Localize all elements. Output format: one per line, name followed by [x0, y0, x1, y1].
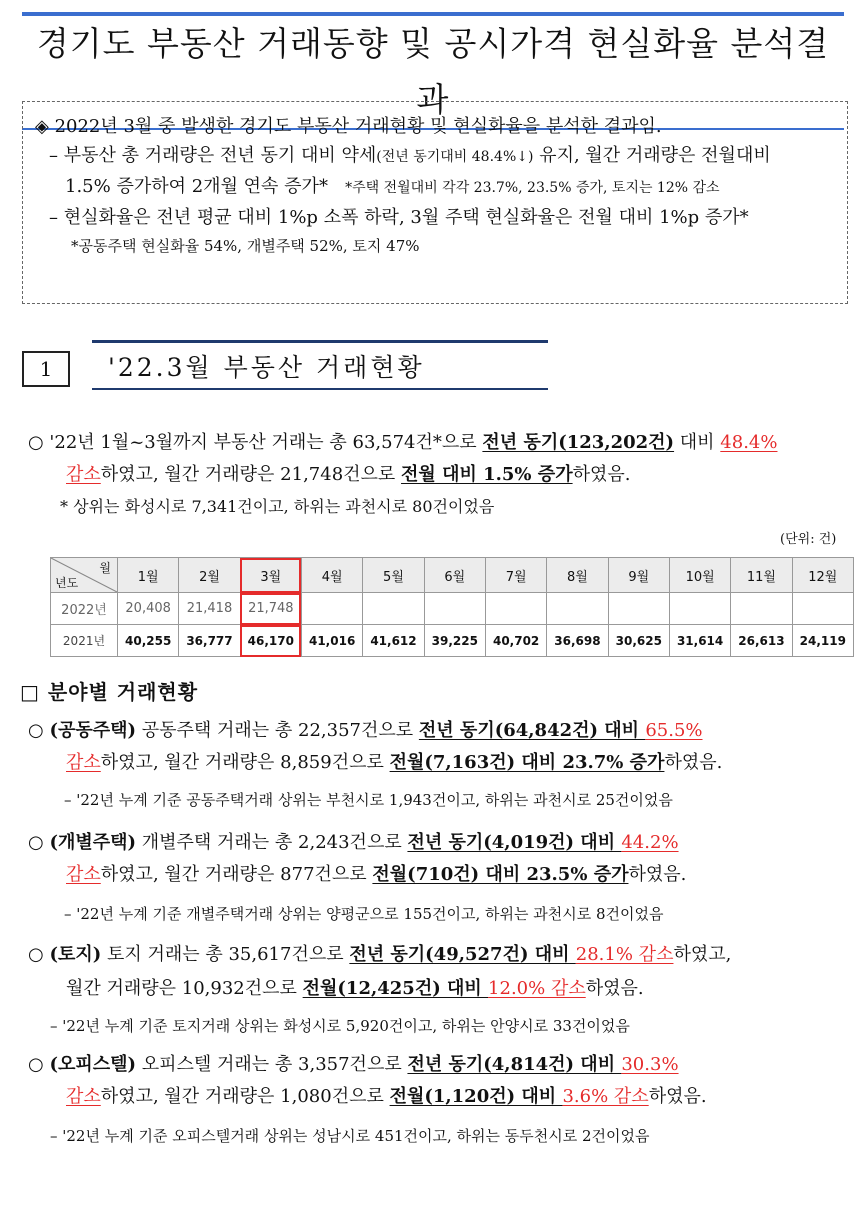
summary-line-2	[35, 172, 841, 203]
table-cell: 24,119	[792, 625, 853, 657]
circle-bullet: ○	[28, 832, 50, 853]
section-number-box: 1	[22, 351, 70, 387]
table-cell: 41,612	[363, 625, 424, 657]
month-header: 4월	[301, 558, 362, 593]
house-rank-note: – '22년 누계 기준 개별주택거래 상위는 양평군으로 155건이고, 하위는 과천시로 8건이었음	[64, 905, 664, 923]
circle-bullet: ○	[28, 1054, 50, 1075]
land-text: 하였고,	[673, 944, 732, 965]
sector-heading: □ 분야별 거래현황	[20, 680, 199, 704]
overview-line-1	[28, 428, 856, 458]
summary-box	[22, 101, 848, 304]
table-cell: 26,613	[731, 625, 792, 657]
diamond-bullet-icon: ◈	[35, 116, 49, 137]
table-cell: 20,408	[118, 593, 179, 625]
house-text: 하였음.	[628, 864, 687, 885]
house-text: 개별주택 거래는 총 2,243건으로	[136, 832, 408, 853]
section-title: '22.3월 부동산 거래현황	[108, 353, 425, 382]
month-header: 6월	[424, 558, 485, 593]
month-header: 10월	[669, 558, 730, 593]
overview-text: 하였고, 월간 거래량은 21,748건으로	[100, 464, 402, 485]
officetel-line-2	[66, 1082, 856, 1112]
table-cell	[485, 593, 546, 625]
land-text: 월간 거래량은 10,932건으로	[66, 978, 303, 999]
apt-line-1	[28, 716, 856, 746]
summary-line1-note: (전년 동기대비 48.4%↓)	[376, 149, 534, 165]
overview-prev-year: 전년 동기(123,202건)	[482, 432, 675, 453]
summary-line1-tail: 유지, 월간 거래량은 전월대비	[533, 145, 771, 166]
table-header-row	[51, 558, 854, 593]
table-cell: 40,702	[485, 625, 546, 657]
month-header: 3월	[240, 558, 301, 593]
circle-bullet: ○	[28, 720, 50, 741]
overview-decrease: 감소	[66, 464, 101, 485]
table-cell: 39,225	[424, 625, 485, 657]
corner-month-label: 월	[99, 561, 111, 575]
monthly-transaction-table	[50, 557, 854, 657]
summary-headline: 2022년 3월 중 발생한 경기도 부동산 거래현황 및 현실화율을 분석한 결과임.	[54, 116, 662, 137]
table-row	[51, 625, 854, 657]
table-cell: 36,777	[179, 625, 240, 657]
month-header: 9월	[608, 558, 669, 593]
apt-text: 공동주택 거래는 총 22,357건으로	[136, 720, 419, 741]
officetel-prev-year: 전년 동기(4,814건) 대비	[407, 1054, 622, 1075]
overview-note: * 상위는 화성시로 7,341건이고, 하위는 과천시로 80건이었음	[60, 497, 495, 516]
land-decrease-pct: 28.1% 감소	[575, 944, 674, 965]
table-cell	[547, 593, 608, 625]
month-header: 5월	[363, 558, 424, 593]
officetel-text: 하였음.	[648, 1086, 707, 1107]
house-label: (개별주택)	[49, 832, 137, 853]
table-cell	[669, 593, 730, 625]
summary-line-4: *공동주택 현실화율 54%, 개별주택 52%, 토지 47%	[71, 237, 420, 255]
table-cell: 21,748	[240, 593, 301, 625]
officetel-month-label: 전월(1,120건) 대비	[389, 1086, 563, 1107]
house-line-1	[28, 828, 856, 858]
page-title: 경기도 부동산 거래동향 및 공시가격 현실화율 분석결과	[36, 24, 830, 119]
officetel-text: 하였고, 월간 거래량은 1,080건으로	[100, 1086, 390, 1107]
table-cell	[301, 593, 362, 625]
apt-month-change: 전월(7,163건) 대비 23.7% 증가	[389, 752, 665, 773]
month-header: 7월	[485, 558, 546, 593]
table-cell: 31,614	[669, 625, 730, 657]
house-text: 하였고, 월간 거래량은 877건으로	[100, 864, 373, 885]
house-month-change: 전월(710건) 대비 23.5% 증가	[372, 864, 629, 885]
officetel-line-1	[28, 1050, 856, 1080]
house-prev-year: 전년 동기(4,019건) 대비	[407, 832, 622, 853]
summary-line2-note: *주택 전월대비 각각 23.7%, 23.5% 증가, 토지는 12% 감소	[345, 180, 720, 196]
apt-label: (공동주택)	[49, 720, 137, 741]
overview-text: 대비	[674, 432, 721, 453]
apt-decrease-pct: 65.5%	[645, 720, 703, 741]
table-cell: 40,255	[118, 625, 179, 657]
land-prev-year: 전년 동기(49,527건) 대비	[349, 944, 576, 965]
officetel-month-change: 3.6% 감소	[562, 1086, 649, 1107]
officetel-decrease-pct: 30.3%	[621, 1054, 679, 1075]
table-cell: 21,418	[179, 593, 240, 625]
circle-bullet: ○	[28, 944, 50, 965]
corner-year-label: 년도	[55, 576, 79, 590]
apt-decrease: 감소	[66, 752, 101, 773]
table-cell	[731, 593, 792, 625]
land-month-change: 12.0% 감소	[488, 978, 586, 999]
table-row	[51, 593, 854, 625]
summary-headline-row	[35, 112, 841, 141]
table-cell	[363, 593, 424, 625]
apt-rank-note: – '22년 누계 기준 공동주택거래 상위는 부천시로 1,943건이고, 하위는 과천시로 25건이었음	[64, 791, 673, 809]
land-text: 하였음.	[585, 978, 644, 999]
table-cell: 46,170	[240, 625, 301, 657]
table-cell: 41,016	[301, 625, 362, 657]
summary-line-1	[35, 141, 841, 172]
house-decrease-pct: 44.2%	[621, 832, 679, 853]
land-month-label: 전월(12,425건) 대비	[302, 978, 489, 999]
table-cell: 30,625	[608, 625, 669, 657]
section-1-header	[22, 340, 548, 392]
officetel-text: 오피스텔 거래는 총 3,357건으로	[136, 1054, 408, 1075]
table-unit: (단위: 건)	[780, 532, 837, 547]
month-header: 11월	[731, 558, 792, 593]
apt-prev-year: 전년 동기(64,842건) 대비	[418, 720, 646, 741]
house-line-2	[66, 860, 856, 890]
officetel-label: (오피스텔)	[49, 1054, 137, 1075]
land-line-2	[66, 974, 856, 1004]
land-rank-note: – '22년 누계 기준 토지거래 상위는 화성시로 5,920건이고, 하위는 안양시로 33건이었음	[50, 1017, 630, 1035]
overview-decrease-pct: 48.4%	[720, 432, 778, 453]
month-header: 2월	[179, 558, 240, 593]
month-header: 1월	[118, 558, 179, 593]
overview-month-change: 전월 대비 1.5% 증가	[401, 464, 573, 485]
land-text: 토지 거래는 총 35,617건으로	[101, 944, 350, 965]
house-decrease: 감소	[66, 864, 101, 885]
overview-line-2	[66, 460, 856, 490]
table-cell	[792, 593, 853, 625]
section-rule-bottom	[92, 388, 548, 390]
officetel-decrease: 감소	[66, 1086, 101, 1107]
land-label: (토지)	[49, 944, 102, 965]
section-rule-top	[92, 340, 548, 343]
table-cell	[608, 593, 669, 625]
summary-line-3: – 현실화율은 전년 평균 대비 1%p 소폭 하락, 3월 주택 현실화율은 전월 대비 1%p 증가*	[49, 207, 749, 228]
month-header: 12월	[792, 558, 853, 593]
table-corner	[51, 558, 118, 593]
table-cell: 36,698	[547, 625, 608, 657]
row-year: 2021년	[51, 625, 118, 657]
apt-line-2	[66, 748, 856, 778]
overview-text: 하였음.	[572, 464, 631, 485]
apt-text: 하였음.	[664, 752, 723, 773]
table-cell	[424, 593, 485, 625]
land-line-1	[28, 940, 856, 970]
apt-text: 하였고, 월간 거래량은 8,859건으로	[100, 752, 390, 773]
row-year: 2022년	[51, 593, 118, 625]
summary-line2-text: 1.5% 증가하여 2개월 연속 증가*	[65, 176, 328, 197]
summary-line1-text: – 부동산 총 거래량은 전년 동기 대비 약세	[49, 145, 377, 166]
officetel-rank-note: – '22년 누계 기준 오피스텔거래 상위는 성남시로 451건이고, 하위는 동두천시로 2건이었음	[50, 1127, 650, 1145]
overview-text: ○ '22년 1월~3월까지 부동산 거래는 총 63,574건*으로	[28, 432, 483, 453]
month-header: 8월	[547, 558, 608, 593]
